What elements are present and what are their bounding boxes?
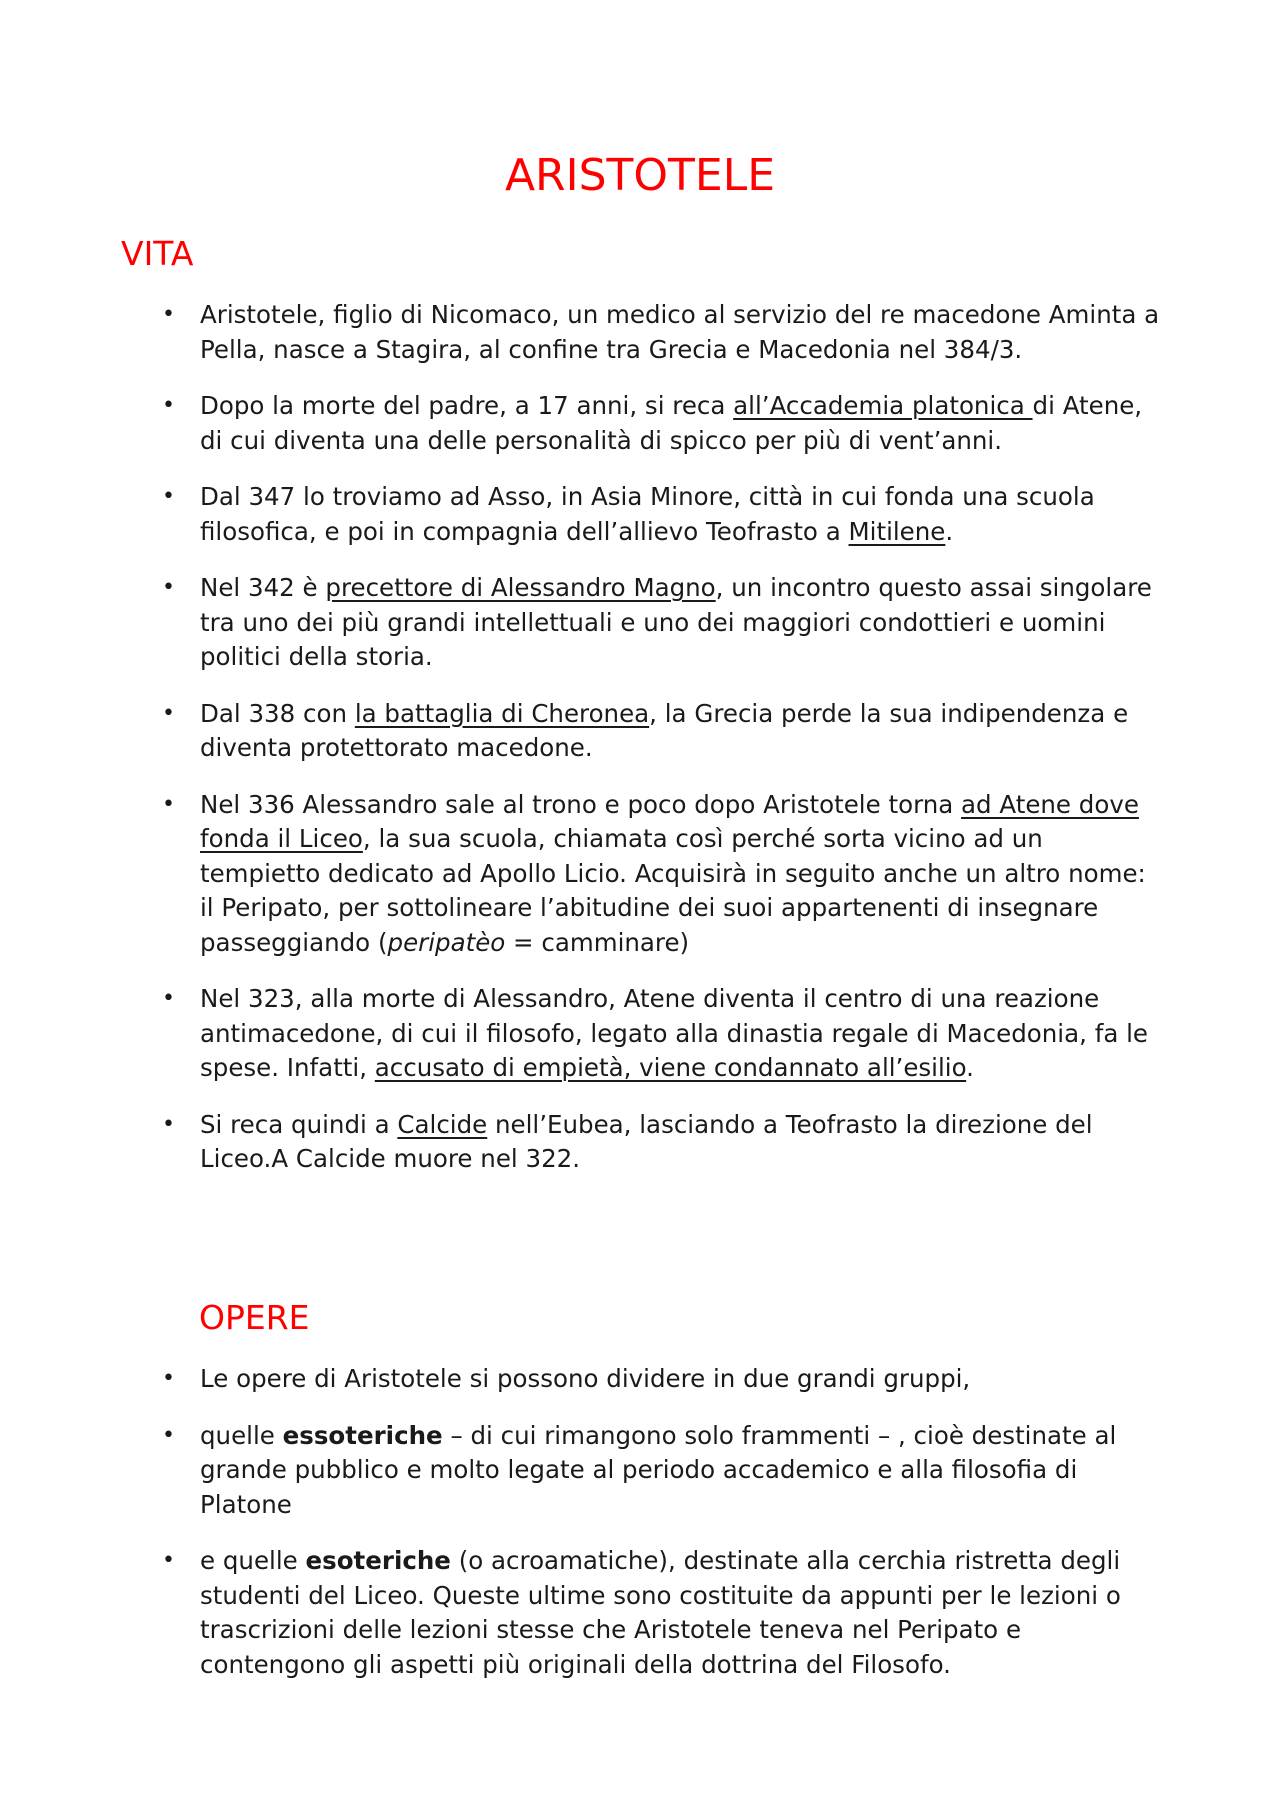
item-text: Aristotele, figlio di Nicomaco, un medico al servizio del re macedone Aminta a Pella, nasce a Stagira, al confine tra Grecia e Macedonia nel 384/3. [200, 300, 1160, 364]
item-text: e quelle [200, 1546, 306, 1575]
opere-list [0, 1362, 1280, 1704]
bullet-icon: • [162, 700, 175, 726]
italic-text: peripatèo [387, 927, 506, 957]
underlined-text: ad Atene dove fonda il Liceo [200, 789, 1139, 853]
bold-term: esoteriche [305, 1546, 451, 1575]
item-text: – di cui rimangono solo frammenti – , cioè destinate al grande pubblico e molto legate al periodo accademico e alla filosofia di Platone [200, 1420, 1117, 1519]
bold-term: essoteriche [282, 1420, 443, 1450]
item-text: Dopo la morte del padre, a 17 anni, si reca [200, 391, 734, 420]
item-text: Nel 323, alla morte di Alessandro, Atene diventa il centro di una reazione antimacedone, di cui il filosofo, legato alla dinastia regale di Macedonia, fa le spese. Infatti, [200, 984, 1148, 1082]
item-text: Nel 342 è [200, 573, 326, 602]
underlined-text: Mitilene [848, 516, 946, 546]
underlined-text: all’Accademia platonica [733, 391, 1033, 420]
item-text: quelle [200, 1420, 283, 1450]
item-text: = camminare) [505, 927, 690, 957]
bullet-icon: • [162, 986, 175, 1011]
list-item [0, 571, 1280, 675]
item-text: , un incontro questo assai singolare tra uno dei più grandi intellettuali e uno dei maggiori condottieri e uomini politici della storia. [200, 573, 1152, 671]
vita-list [0, 298, 1280, 1199]
bullet-icon: • [162, 302, 175, 327]
item-text: di Atene, di cui diventa una delle personalità di spicco per più di vent’anni. [200, 391, 1143, 455]
bullet-icon: • [162, 1111, 175, 1137]
bullet-icon: • [162, 484, 175, 509]
item-text: (o acroamatiche), destinate alla cerchia ristretta degli studenti del Liceo. Queste ultime sono costituite da appunti per le lezioni o trascrizioni delle lezioni stesse che Aristotele teneva nel Peripato e contengono gli aspetti più originali della dottrina del Filosofo. [200, 1546, 1121, 1679]
bullet-icon: • [162, 393, 175, 418]
list-item [0, 298, 1280, 367]
underlined-text: precettore di Alessandro Magno [325, 573, 716, 602]
bullet-icon: • [162, 1422, 175, 1448]
section-heading-vita: VITA [121, 234, 194, 273]
item-text: nell’Eubea, lasciando a Teofrasto la direzione del Liceo.A Calcide muore nel 322. [200, 1109, 1093, 1173]
item-text: , la Grecia perde la sua indipendenza e diventa protettorato macedone. [200, 698, 1129, 762]
list-item [0, 1544, 1280, 1682]
list-item [0, 1362, 1280, 1397]
item-text: Si reca quindi a [200, 1109, 398, 1139]
bullet-icon: • [162, 1548, 175, 1573]
underlined-text: accusato di empietà, viene condannato all’esilio [374, 1053, 967, 1082]
item-text: , la sua scuola, chiamata così perché sorta vicino ad un tempietto dedicato ad Apollo Licio. Acquisirà in seguito anche un altro nome: il Peripato, per sottolineare l’abitudine dei suoi appartenenti di insegnare passeggiando ( [200, 824, 1146, 957]
item-text: . [966, 1053, 974, 1082]
list-item [0, 982, 1280, 1086]
underlined-text: Calcide [397, 1109, 488, 1139]
list-item [0, 697, 1280, 766]
list-item [0, 1419, 1280, 1523]
bullet-icon: • [162, 791, 175, 817]
list-item [0, 788, 1280, 961]
item-text: Dal 338 con [200, 698, 355, 728]
item-text: Dal 347 lo troviamo ad Asso, in Asia Minore, città in cui fonda una scuola filosofica, e poi in compagnia dell’allievo Teofrasto a [200, 482, 1095, 546]
list-item [0, 1108, 1280, 1177]
list-item [0, 480, 1280, 549]
item-text: . [945, 516, 954, 546]
underlined-text: la battaglia di Cheronea [354, 698, 650, 728]
item-text: Le opere di Aristotele si possono dividere in due grandi gruppi, [200, 1364, 971, 1393]
bullet-icon: • [162, 1366, 175, 1391]
page-title: ARISTOTELE [504, 150, 776, 201]
bullet-icon: • [162, 575, 175, 600]
list-item [0, 389, 1280, 458]
item-text: Nel 336 Alessandro sale al trono e poco dopo Aristotele torna [200, 789, 962, 819]
section-heading-opere: OPERE [199, 1298, 310, 1337]
